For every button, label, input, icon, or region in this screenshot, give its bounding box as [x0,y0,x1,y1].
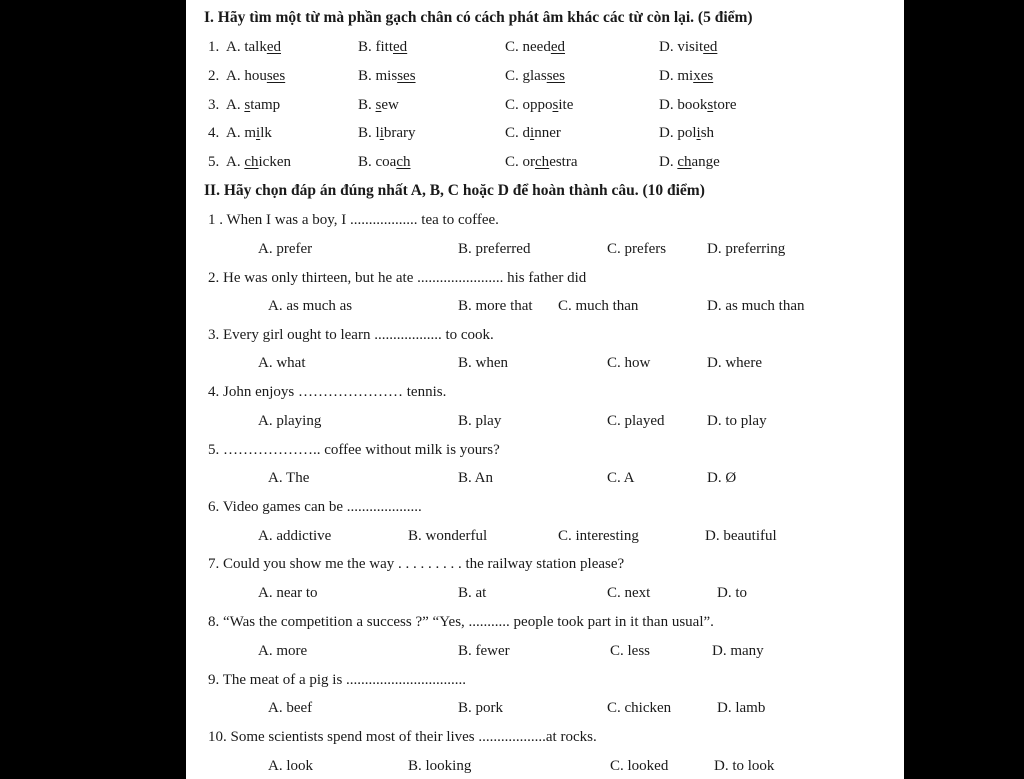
option-letter: D. [659,154,674,170]
word-part: d [522,125,531,141]
option-b [358,38,407,56]
word-part: hou [244,68,267,84]
word-part: tore [713,97,737,113]
option-letter: A. [226,97,241,113]
option-a [226,153,291,171]
underlined-part: ch [244,154,259,170]
option-letter: D. [659,125,674,141]
option-letter: C. [505,68,519,84]
option-a [226,124,272,142]
option-c [505,96,573,114]
option-a [226,96,280,114]
option-letter: B. [358,154,372,170]
underlined-part: ch [396,154,411,170]
option-letter: C. [505,125,519,141]
underlined-part: ses [397,68,416,84]
answer-option[interactable]: B. at [458,585,487,601]
option-a [226,38,281,56]
word-part: need [522,39,551,55]
option-letter: B. [358,39,372,55]
question-number: 1. [208,39,220,55]
option-letter: B. [358,125,372,141]
word-part: icken [258,154,291,170]
underlined-part: s [244,97,251,113]
option-a [226,67,285,85]
answer-option[interactable]: A. addictive [258,528,332,544]
question-text: 1 . When I was a boy, I .................. tea to coffee. [208,212,499,228]
word-part: mis [375,68,398,84]
word-part: talk [244,39,267,55]
option-c [505,38,565,56]
question-number: 3. [208,97,220,113]
underlined-part: i [256,125,261,141]
option-d [659,124,714,142]
question-number: 5. [208,154,220,170]
word-part: glas [522,68,547,84]
option-letter: D. [659,97,674,113]
word-part: fitt [375,39,394,55]
option-c [505,153,578,171]
word-part: sh [700,125,715,141]
answer-option[interactable]: A. what [258,355,306,371]
option-d [659,38,717,56]
answer-option[interactable]: C. how [607,355,651,371]
answer-option[interactable]: D. to [717,585,747,601]
answer-option[interactable]: C. played [607,413,665,429]
answer-option[interactable]: B. pork [458,700,503,716]
word-part: brary [383,125,416,141]
question-text: 9. The meat of a pig is ................................ [208,672,467,688]
underlined-part: ch [677,154,692,170]
underlined-part: s [375,97,382,113]
answer-option[interactable]: A. beef [268,700,313,716]
option-letter: D. [659,68,674,84]
option-letter: A. [226,154,241,170]
answer-option[interactable]: A. The [268,470,310,486]
answer-option[interactable]: D. lamb [717,700,766,716]
answer-option[interactable]: C. interesting [558,528,639,544]
answer-option[interactable]: B. when [458,355,508,371]
question-number: 2. [208,68,220,84]
answer-option[interactable]: D. beautiful [705,528,777,544]
word-part: coa [375,154,397,170]
answer-option[interactable]: C. A [607,470,635,486]
question-text: 6. Video games can be .................... [208,499,422,515]
word-part: book [677,97,708,113]
option-letter: C. [505,154,519,170]
word-part: ite [558,97,574,113]
word-part: lk [260,125,272,141]
word-part: visit [677,39,704,55]
option-d [659,67,713,85]
underlined-part: ed [393,39,408,55]
word-part: m [244,125,257,141]
underlined-part: ed [550,39,566,55]
answer-option[interactable]: C. looked [610,758,669,774]
question-text: 8. “Was the competition a success ?” “Yes, ........... people took part in it than usual”. [208,614,714,630]
question-text: 7. Could you show me the way . . . . . . . . . the railway station please? [208,556,625,572]
option-letter: A. [226,125,241,141]
answer-option[interactable]: C. chicken [607,700,672,716]
question-text: 10. Some scientists spend most of their lives ..................at rocks. [208,729,597,745]
answer-option[interactable]: A. look [268,758,313,774]
question-text: 3. Every girl ought to learn .................. to cook. [208,327,494,343]
word-part: pol [677,125,697,141]
option-c [505,67,565,85]
answer-option[interactable]: C. next [607,585,651,601]
option-b [358,124,416,142]
question-number: 4. [208,125,220,141]
option-c [505,124,561,142]
option-letter: D. [659,39,674,55]
answer-option[interactable]: B. wonderful [408,528,488,544]
word-part: estra [549,154,578,170]
section-2-heading: II. Hãy chọn đáp án đúng nhất A, B, C hoặc D để hoàn thành câu. (10 điểm) [204,182,705,199]
option-d [659,153,720,171]
underlined-part: i [530,125,535,141]
answer-option[interactable]: B. fewer [458,643,510,659]
answer-option[interactable]: D. Ø [707,470,737,486]
word-part: l [375,125,380,141]
worksheet-page [186,0,904,779]
word-part: tamp [250,97,281,113]
underlined-part: s [707,97,714,113]
section-1-heading: I. Hãy tìm một từ mà phần gạch chân có cách phát âm khác các từ còn lại. (5 điểm) [204,9,753,26]
answer-option[interactable]: D. preferring [707,241,786,257]
answer-option[interactable]: A. playing [258,413,322,429]
option-letter: C. [505,97,519,113]
answer-option[interactable]: B. play [458,413,502,429]
word-part: ange [691,154,720,170]
word-part: mi [677,68,694,84]
question-text: 4. John enjoys ………………… tennis. [208,384,447,400]
option-letter: B. [358,68,372,84]
option-letter: B. [358,97,372,113]
option-letter: A. [226,68,241,84]
word-part: nner [534,125,561,141]
word-part: oppo [522,97,553,113]
underlined-part: ed [703,39,718,55]
word-part: or [522,154,536,170]
answer-option[interactable]: A. more [258,643,308,659]
answer-option[interactable]: D. to look [714,758,775,774]
answer-option[interactable]: A. as much as [268,298,353,314]
underlined-part: ses [546,68,566,84]
option-b [358,67,416,85]
question-text: 5. ……………….. coffee without milk is yours? [208,442,500,458]
answer-option[interactable]: B. An [458,470,494,486]
underlined-part: i [379,125,384,141]
answer-option[interactable]: D. as much than [707,298,805,314]
underlined-part: ch [535,154,550,170]
answer-option[interactable]: B. looking [408,758,472,774]
answer-option[interactable]: A. near to [258,585,318,601]
word-part: ew [381,97,399,113]
option-b [358,96,399,114]
underlined-part: i [696,125,701,141]
underlined-part: ses [266,68,286,84]
answer-option[interactable]: D. many [712,643,764,659]
answer-option[interactable]: B. more that [458,298,533,314]
option-letter: C. [505,39,519,55]
answer-option[interactable]: C. less [610,643,651,659]
answer-option[interactable]: D. where [707,355,762,371]
answer-option[interactable]: B. preferred [458,241,531,257]
question-text: 2. He was only thirteen, but he ate ....................... his father did [208,270,587,286]
option-b [358,153,411,171]
answer-option[interactable]: A. prefer [258,241,313,257]
underlined-part: s [552,97,559,113]
answer-option[interactable]: C. prefers [607,241,667,257]
underlined-part: xes [693,68,714,84]
underlined-part: ed [266,39,282,55]
option-d [659,96,737,114]
answer-option[interactable]: D. to play [707,413,767,429]
answer-option[interactable]: C. much than [558,298,639,314]
option-letter: A. [226,39,241,55]
